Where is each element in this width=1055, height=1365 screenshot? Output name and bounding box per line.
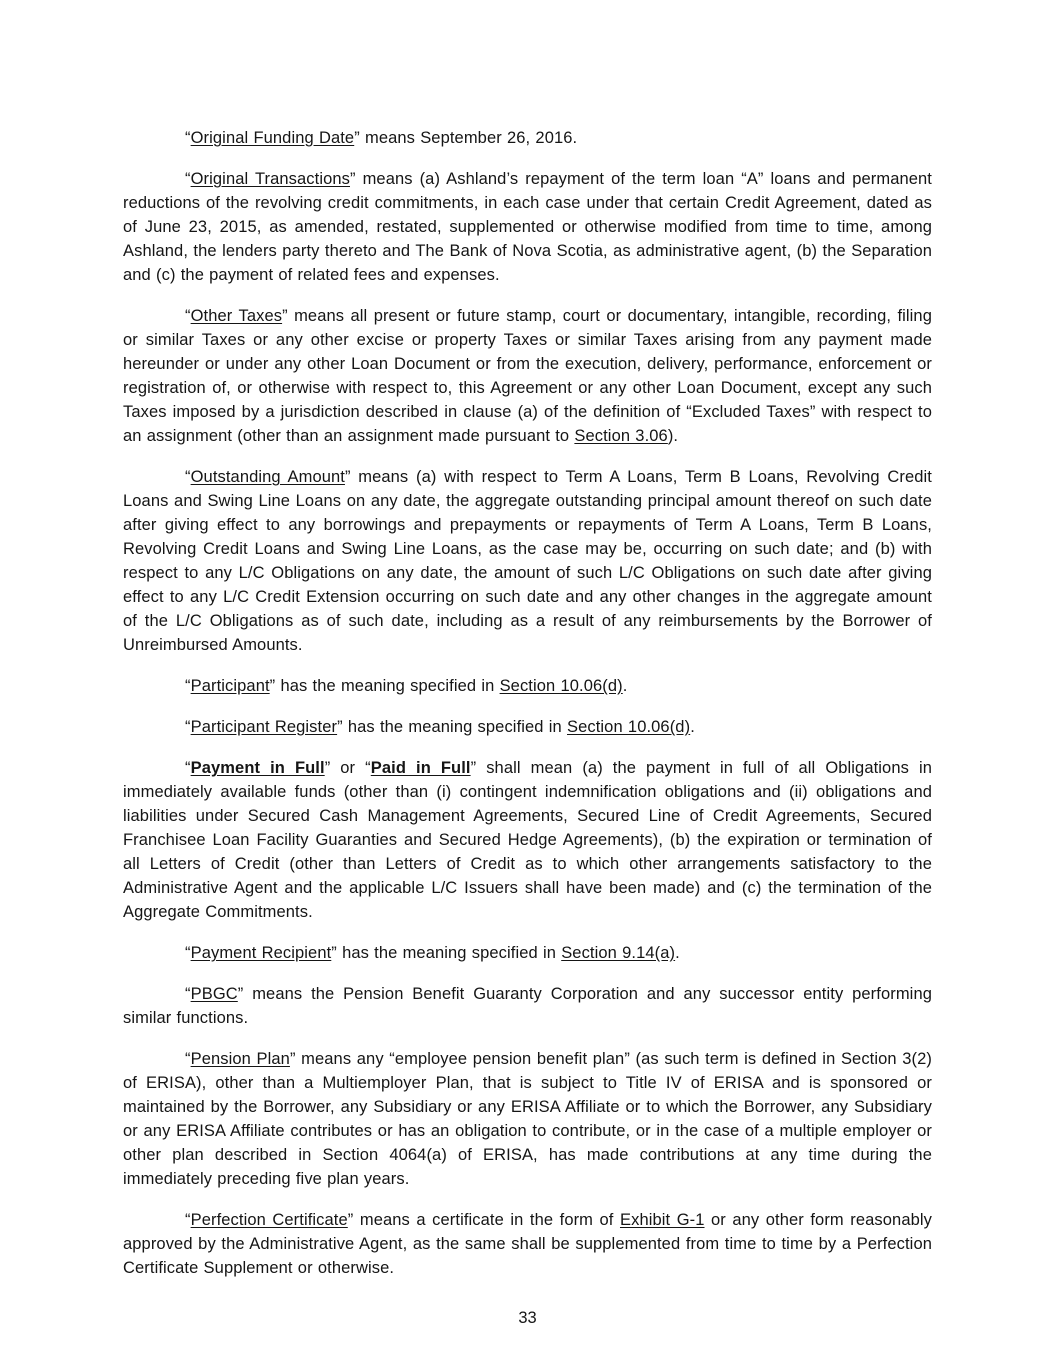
definition-perfection-certificate [123,1208,932,1280]
text-run: “ [185,759,191,777]
text-run: “ [185,307,191,325]
text-run: or any other form reasonably approved by the Administrative Agent, as the same shall be supplemented from time to time by a Perfection Certificate Supplement or otherwise. [123,1211,932,1277]
text-run: “ [185,129,191,147]
definitions-text-block [123,126,932,1280]
text-run: ” means (a) with respect to Term A Loans, Term B Loans, Revolving Credit Loans and Swing Line Loans on any date, the aggregate outstanding principal amount thereof on such date after giving effect to any borrowings and prepayments or repayments of Term A Loans, Term B Loans, Revolving Credit Loans and Swing Line Loans, as the case may be, occurring on such date; and (b) with respect to any L/C Obligations on any date, the amount of such L/C Obligations on such date after giving effect to any L/C Credit Extension occurring on such date and any other changes in the aggregate amount of the L/C Obligations as of such date, including as a result of any reimbursements by the Borrower of Unreimbursed Amounts. [123,468,932,654]
definition-pension-plan [123,1047,932,1191]
text-run: “ [185,1050,191,1068]
text-run: ” shall mean (a) the payment in full of all Obligations in immediately available funds (other than (i) contingent indemnification obligations and (ii) obligations and liabilities under Secured Cash Management Agreements, Secured Line of Credit Agreements, Secured Franchisee Loan Facility Guaranties and Secured Hedge Agreements), (b) the expiration or termination of all Letters of Credit (other than Letters of Credit as to which other arrangements satisfactory to the Administrative Agent and the applicable L/C Issuers shall have been made) and (c) the termination of the Aggregate Commitments. [123,759,933,921]
section-reference: Section 9.14(a) [561,944,676,962]
section-reference: Section 10.06(d) [499,677,623,695]
defined-term: Original Funding Date [190,129,355,147]
text-run: . [622,677,628,695]
defined-term: Other Taxes [190,307,283,325]
text-run: . [675,944,680,962]
definition-other-taxes [123,304,932,448]
defined-term: Perfection Certificate [190,1211,348,1229]
text-run: “ [185,677,191,695]
text-run: ” has the meaning specified in [337,718,567,736]
text-run: ” has the meaning specified in [269,677,500,695]
definition-participant-register [123,715,932,739]
definition-payment-recipient [123,941,932,965]
defined-term: Participant Register [190,718,338,736]
text-run: ” means the Pension Benefit Guaranty Corporation and any successor entity performing similar functions. [123,985,932,1027]
defined-term: PBGC [190,985,238,1003]
defined-term: Participant [190,677,270,695]
text-run: ” means (a) Ashland’s repayment of the term loan “A” loans and permanent reductions of the revolving credit commitments, in each case under that certain Credit Agreement, dated as of June 23, 2015, as amended, restated, supplemented or otherwise modified from time to time, among Ashland, the lenders party thereto and The Bank of Nova Scotia, as administrative agent, (b) the Separation and (c) the payment of related fees and expenses. [123,170,932,284]
definition-participant [123,674,932,698]
exhibit-reference: Exhibit G-1 [619,1211,705,1229]
definition-outstanding-amount [123,465,932,657]
text-run: “ [185,718,191,736]
defined-term: Payment Recipient [190,944,332,962]
defined-term: Paid in Full [370,759,471,777]
text-run: ” has the meaning specified in [331,944,562,962]
text-run: . [690,718,695,736]
definition-original-transactions [123,167,932,287]
text-run: ” means any “employee pension benefit plan” (as such term is defined in Section 3(2) of ERISA), other than a Multiemployer Plan, that is subject to Title IV of ERISA and is sponsored or maintained by the Borrower, any Subsidiary or any ERISA Affiliate or to which the Borrower, any Subsidiary or any ERISA Affiliate contributes or has an obligation to contribute, or in the case of a multiple employer or other plan described in Section 4064(a) of ERISA, has made contributions at any time during the immediately preceding five plan years. [123,1050,933,1188]
defined-term: Original Transactions [190,170,350,188]
definition-payment-in-full [123,756,932,924]
definition-pbgc [123,982,932,1030]
section-reference: Section 10.06(d) [567,718,691,736]
section-reference: Section 3.06 [574,427,668,445]
text-run: “ [185,944,191,962]
defined-term: Pension Plan [190,1050,290,1068]
text-run: “ [185,170,191,188]
text-run: “ [185,1211,191,1229]
text-run: “ [185,468,191,486]
text-run: ” means a certificate in the form of [347,1211,620,1229]
text-run: ” means all present or future stamp, court or documentary, intangible, recording, filing or similar Taxes or any other excise or property Taxes or similar Taxes arising from any payment made hereunder or under any other Loan Document or from the execution, delivery, performance, enforcement or registration of, or otherwise with respect to, this Agreement or any other Loan Document, except any such Taxes imposed by a jurisdiction described in clause (a) of the definition of “Excluded Taxes” with respect to an assignment (other than an assignment made pursuant to [123,307,932,445]
text-run: ). [667,427,679,445]
text-run: ” means September 26, 2016. [354,129,578,147]
text-run: ” or “ [324,759,371,777]
defined-term: Payment in Full [190,759,325,777]
definition-original-funding-date [123,126,932,150]
defined-term: Outstanding Amount [190,468,345,486]
text-run: “ [185,985,191,1003]
page-number: 33 [518,1309,537,1327]
